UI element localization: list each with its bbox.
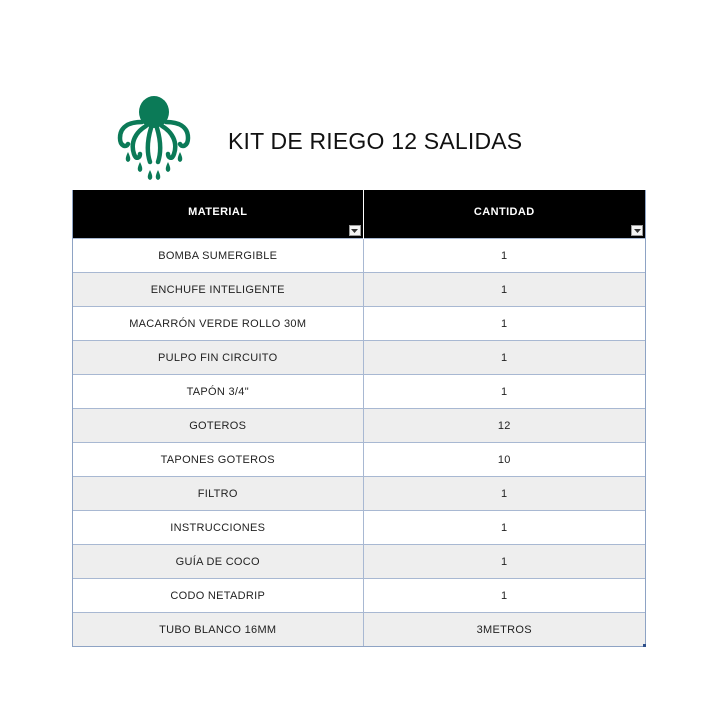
filter-dropdown-button[interactable] [631, 225, 643, 236]
material-cell: GOTEROS [73, 409, 363, 443]
quantity-cell: 1 [363, 341, 645, 375]
table-resize-handle[interactable] [643, 644, 646, 647]
filter-dropdown-button[interactable] [349, 225, 361, 236]
table-header-row [73, 190, 645, 239]
quantity-cell: 1 [363, 579, 645, 613]
page-title: KIT DE RIEGO 12 SALIDAS [228, 128, 523, 154]
material-cell: PULPO FIN CIRCUITO [73, 341, 363, 375]
material-cell: BOMBA SUMERGIBLE [73, 239, 363, 273]
quantity-cell: 1 [363, 375, 645, 409]
column-header-material [73, 190, 363, 239]
table-row [73, 273, 645, 307]
quantity-cell: 1 [363, 511, 645, 545]
column-header-label: CANTIDAD [473, 206, 535, 218]
table-row [73, 613, 645, 647]
table-row [73, 579, 645, 613]
quantity-cell: 3METROS [363, 613, 645, 647]
material-cell: FILTRO [73, 477, 363, 511]
quantity-cell: 1 [363, 477, 645, 511]
materials-table [72, 190, 646, 647]
table-row [73, 511, 645, 545]
material-cell: TUBO BLANCO 16MM [73, 613, 363, 647]
quantity-cell: 12 [363, 409, 645, 443]
quantity-cell: 1 [363, 239, 645, 273]
chevron-down-icon [634, 229, 641, 233]
octopus-logo-icon [114, 92, 194, 184]
material-cell: GUÍA DE COCO [73, 545, 363, 579]
quantity-cell: 1 [363, 307, 645, 341]
table-row [73, 307, 645, 341]
material-cell: INSTRUCCIONES [73, 511, 363, 545]
quantity-cell: 10 [363, 443, 645, 477]
table-row [73, 341, 645, 375]
material-cell: TAPONES GOTEROS [73, 443, 363, 477]
column-header-cantidad [363, 190, 645, 239]
material-cell: ENCHUFE INTELIGENTE [73, 273, 363, 307]
table-row [73, 545, 645, 579]
table-row [73, 375, 645, 409]
table-row [73, 239, 645, 273]
quantity-cell: 1 [363, 273, 645, 307]
material-cell: MACARRÓN VERDE ROLLO 30M [73, 307, 363, 341]
chevron-down-icon [351, 229, 358, 233]
table-row [73, 477, 645, 511]
table-row [73, 409, 645, 443]
material-cell: TAPÓN 3/4" [73, 375, 363, 409]
table-row [73, 443, 645, 477]
material-cell: CODO NETADRIP [73, 579, 363, 613]
column-header-label: MATERIAL [188, 206, 248, 218]
quantity-cell: 1 [363, 545, 645, 579]
